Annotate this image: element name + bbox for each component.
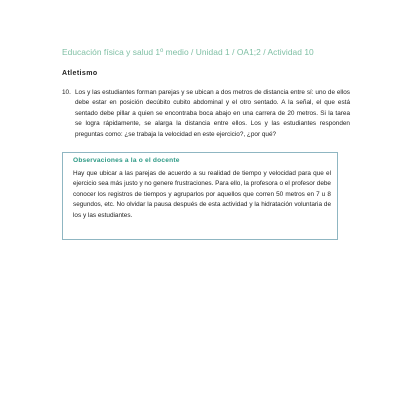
page-breadcrumb: Educación física y salud 1º medio / Unidad 1 / OA1;2 / Actividad 10 xyxy=(62,47,314,57)
activity-item xyxy=(62,88,350,140)
observations-title: Observaciones a la o el docente xyxy=(73,157,180,164)
activity-text: Los y las estudiantes forman parejas y se ubican a dos metros de distancia entre sí: uno de ellos debe estar en posición decúbito cubito abdominal y el otro sentado. A la señal, el que está sentado debe pillar a quien se encontraba boca abajo en una carrera de 20 metros. Si la tarea se logra rápidamente, se alarga la distancia entre ellos. Los y las estudiantes responden preguntas como: ¿se trabaja la velocidad en este ejercicio?, ¿por qué? xyxy=(75,89,350,138)
section-title: Atletismo xyxy=(62,70,98,77)
activity-number: 10. xyxy=(62,89,71,96)
observations-box xyxy=(62,152,338,240)
observations-text: Hay que ubicar a las parejas de acuerdo a su realidad de tiempo y velocidad para que el ejercicio sea más justo y no genere frustraciones. Para ello, la profesora o el profesor debe conocer los registros de tiempos y agruparlos por aquellos que corren 50 metros en 7 u 8 segundos, etc. No olvidar la pausa después de esta actividad y la hidratación voluntaria de los y las estudiantes. xyxy=(73,170,331,219)
